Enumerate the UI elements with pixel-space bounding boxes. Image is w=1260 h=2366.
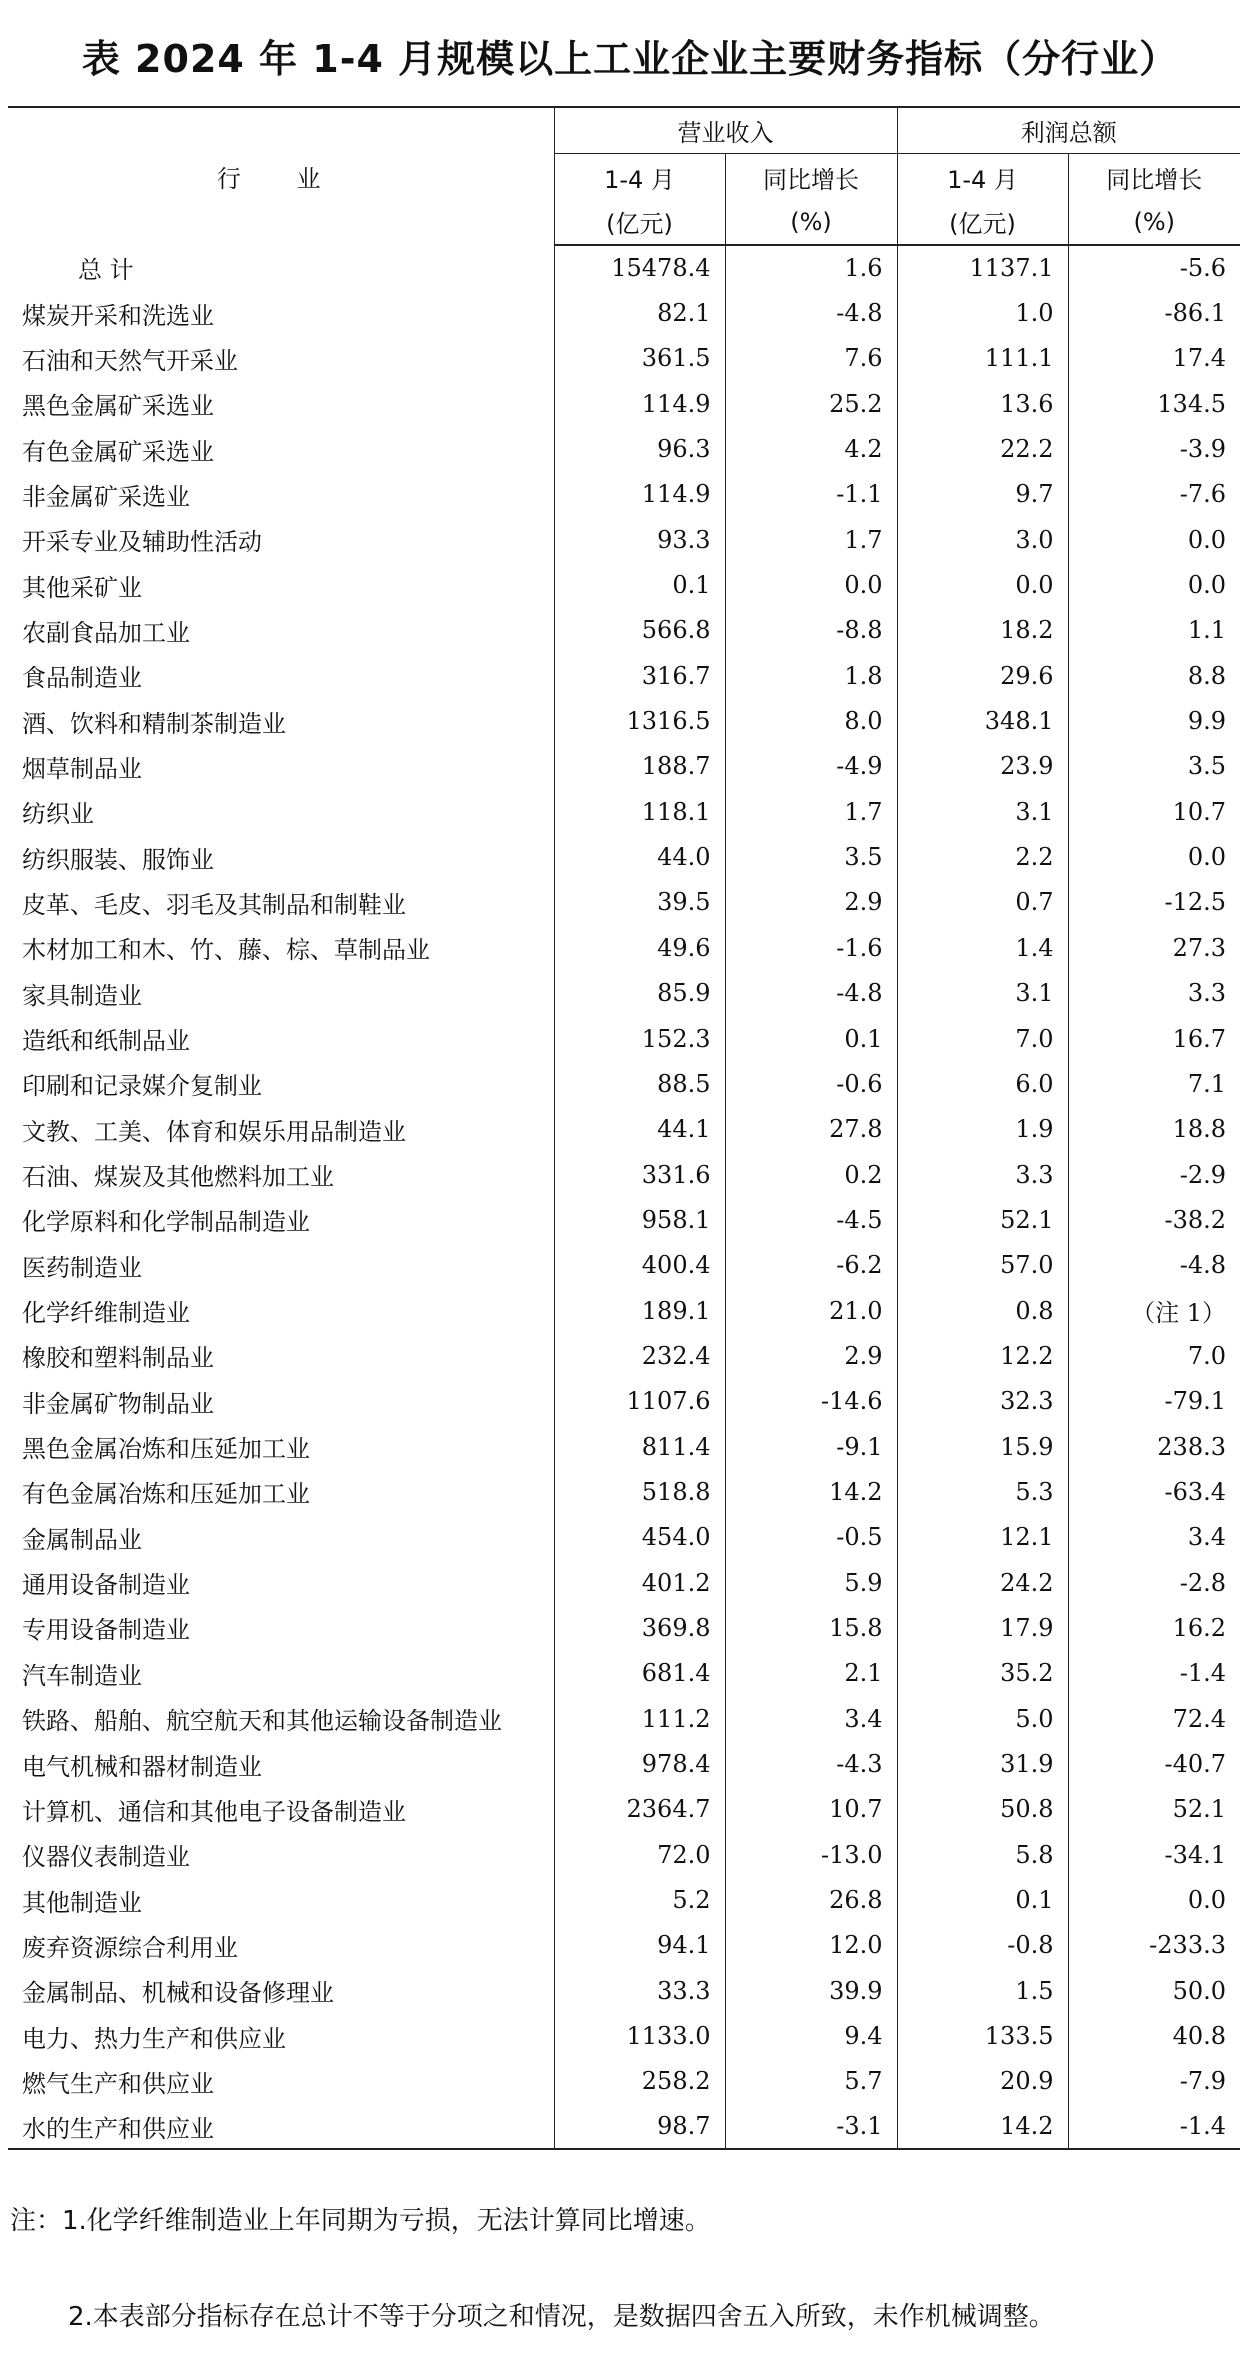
table-row [8,1560,1240,1605]
profit-value: 18.2 [897,608,1068,653]
industry-name: 酒、饮料和精制茶制造业 [8,698,554,743]
profit-yoy-value: （注 1） [1131,1299,1226,1328]
revenue-yoy-value: -3.1 [725,2104,897,2149]
revenue-yoy-value: 10.7 [725,1787,897,1832]
revenue-value: 958.1 [554,1197,725,1242]
revenue-yoy-value: -6.2 [725,1243,897,1288]
profit-yoy-value: 0.0 [1187,525,1226,554]
profit-yoy-value: 17.4 [1172,344,1226,373]
revenue-yoy-value: -4.9 [725,744,897,789]
industry-name: 非金属矿采选业 [8,472,554,517]
revenue-value: 2364.7 [554,1787,725,1832]
profit-value: 29.6 [897,653,1068,698]
revenue-yoy-value: -8.8 [725,608,897,653]
profit-yoy-value: -1.4 [1068,2104,1240,2149]
profit-yoy-value: 7.0 [1187,1341,1226,1370]
industry-name: 电力、热力生产和供应业 [8,2013,554,2058]
revenue-yoy-value: -14.6 [725,1379,897,1424]
revenue-value: 44.1 [554,1107,725,1152]
profit-yoy-value: 27.3 [1172,933,1226,962]
profit-value: 50.8 [897,1787,1068,1832]
revenue-value: 316.7 [554,653,725,698]
profit-yoy-value: 8.8 [1187,661,1226,690]
revenue-value: 33.3 [554,1968,725,2013]
table-row [8,608,1240,653]
revenue-yoy-value: 15.8 [725,1605,897,1650]
industry-name: 汽车制造业 [8,1651,554,1696]
revenue-yoy-value: 8.0 [725,698,897,743]
revenue-yoy-value: 3.5 [725,834,897,879]
revenue-value: 111.2 [554,1696,725,1741]
profit-amount-unit: (亿元) [897,199,1068,245]
profit-value: 22.2 [897,426,1068,471]
industry-name: 化学原料和化学制品制造业 [8,1197,554,1242]
profit-yoy-value: 0.0 [1187,1886,1226,1915]
total-profit-yoy: -5.6 [1179,254,1226,283]
table-row [8,1696,1240,1741]
revenue-yoy-value: 1.7 [725,517,897,562]
table-row [8,971,1240,1016]
profit-yoy-value: 72.4 [1172,1704,1226,1733]
profit-header: 利润总额 [897,107,1240,153]
profit-yoy-value: 3.4 [1187,1523,1226,1552]
table-row [8,1787,1240,1832]
profit-yoy-value: -3.9 [1179,435,1226,464]
profit-yoy-value: -12.5 [1164,888,1226,917]
revenue-value: 96.3 [554,426,725,471]
revenue-yoy-value: 12.0 [725,1923,897,1968]
table-row [8,1152,1240,1197]
profit-yoy-value: 52.1 [1172,1795,1226,1824]
profit-yoy-value: -79.1 [1164,1387,1226,1416]
revenue-value: 1107.6 [554,1379,725,1424]
profit-value: 23.9 [897,744,1068,789]
total-revenue: 15478.4 [554,245,725,290]
profit-value: 32.3 [897,1379,1068,1424]
profit-yoy-value: -38.2 [1164,1205,1226,1234]
revenue-yoy-value: 14.2 [725,1469,897,1514]
revenue-yoy-value: -9.1 [725,1424,897,1469]
profit-value: 1.0 [897,290,1068,335]
profit-yoy-value: -233.3 [1149,1931,1226,1960]
revenue-pct-unit: (%) [725,199,897,245]
profit-value: -0.8 [897,1923,1068,1968]
table-row [8,1923,1240,1968]
profit-yoy-value: -2.9 [1179,1160,1226,1189]
profit-pct-unit: (%) [1068,199,1240,245]
profit-value: 1.5 [897,1968,1068,2013]
revenue-value: 44.0 [554,834,725,879]
table-row [8,517,1240,562]
profit-yoy-value: -86.1 [1164,299,1226,328]
revenue-yoy-value: 21.0 [725,1288,897,1333]
profit-yoy-value: -63.4 [1164,1477,1226,1506]
industry-name: 纺织业 [8,789,554,834]
revenue-value: 152.3 [554,1016,725,1061]
industry-name: 通用设备制造业 [8,1560,554,1605]
industry-name: 黑色金属矿采选业 [8,381,554,426]
page-title: 表 2024 年 1-4 月规模以上工业企业主要财务指标（分行业） [81,37,1179,81]
revenue-yoy-value: 7.6 [725,336,897,381]
profit-value: 57.0 [897,1243,1068,1288]
profit-value: 3.3 [897,1152,1068,1197]
industry-name: 印刷和记录媒介复制业 [8,1061,554,1106]
revenue-value: 189.1 [554,1288,725,1333]
industry-name: 橡胶和塑料制品业 [8,1333,554,1378]
profit-yoy-value: 40.8 [1172,2022,1226,2051]
table-row [8,290,1240,335]
revenue-value: 369.8 [554,1605,725,1650]
revenue-yoy-value: 3.4 [725,1696,897,1741]
profit-yoy-value: -2.8 [1179,1568,1226,1597]
revenue-value: 98.7 [554,2104,725,2149]
profit-yoy-value: 9.9 [1187,707,1226,736]
industry-name: 其他采矿业 [8,562,554,607]
profit-value: 1.9 [897,1107,1068,1152]
revenue-yoy-value: 4.2 [725,426,897,471]
revenue-value: 681.4 [554,1651,725,1696]
profit-value: 17.9 [897,1605,1068,1650]
table-row [8,1016,1240,1061]
table-row [8,1243,1240,1288]
profit-yoy-value: -4.8 [1179,1251,1226,1280]
revenue-yoy-value: -13.0 [725,1832,897,1877]
revenue-yoy-value: 0.0 [725,562,897,607]
table-row [8,2104,1240,2149]
table-row [8,562,1240,607]
table-row [8,1469,1240,1514]
table-row [8,1741,1240,1786]
revenue-yoy-value: 9.4 [725,2013,897,2058]
industry-name: 有色金属矿采选业 [8,426,554,471]
profit-yoy-value: -7.6 [1179,480,1226,509]
revenue-yoy-value: -0.6 [725,1061,897,1106]
industry-name: 煤炭开采和洗选业 [8,290,554,335]
industry-name: 医药制造业 [8,1243,554,1288]
profit-yoy-value: 18.8 [1172,1115,1226,1144]
profit-value: 1.4 [897,925,1068,970]
table-row [8,1968,1240,2013]
profit-value: 12.2 [897,1333,1068,1378]
revenue-value: 114.9 [554,472,725,517]
table-row [8,1605,1240,1650]
profit-yoy-value: 10.7 [1172,797,1226,826]
profit-value: 24.2 [897,1560,1068,1605]
revenue-yoy-value: 0.1 [725,1016,897,1061]
industry-name: 文教、工美、体育和娱乐用品制造业 [8,1107,554,1152]
industry-name: 家具制造业 [8,971,554,1016]
industry-name: 化学纤维制造业 [8,1288,554,1333]
profit-value: 6.0 [897,1061,1068,1106]
profit-yoy-value: -7.9 [1179,2067,1226,2096]
table-row [8,472,1240,517]
revenue-value: 258.2 [554,2059,725,2104]
profit-yoy-value: 238.3 [1157,1432,1226,1461]
revenue-value: 0.1 [554,562,725,607]
profit-value: 5.3 [897,1469,1068,1514]
revenue-yoy-value: 1.8 [725,653,897,698]
revenue-value: 82.1 [554,290,725,335]
revenue-value: 232.4 [554,1333,725,1378]
profit-value: 12.1 [897,1515,1068,1560]
revenue-value: 88.5 [554,1061,725,1106]
table-row [8,1333,1240,1378]
industry-name: 铁路、船舶、航空航天和其他运输设备制造业 [8,1696,554,1741]
profit-value: 111.1 [897,336,1068,381]
table-row [8,1877,1240,1922]
table-row [8,698,1240,743]
revenue-value: 188.7 [554,744,725,789]
revenue-yoy-value: 2.9 [725,880,897,925]
revenue-yoy-value: 5.9 [725,1560,897,1605]
table-row [8,1424,1240,1469]
profit-value: 15.9 [897,1424,1068,1469]
table-row [8,1197,1240,1242]
revenue-value: 978.4 [554,1741,725,1786]
table-row [8,1061,1240,1106]
industry-name: 有色金属冶炼和压延加工业 [8,1469,554,1514]
revenue-value: 566.8 [554,608,725,653]
profit-yoy-value: 134.5 [1157,389,1226,418]
table-row [8,2059,1240,2104]
revenue-value: 94.1 [554,1923,725,1968]
profit-yoy-header: 同比增长 [1106,166,1203,195]
profit-value: 3.0 [897,517,1068,562]
profit-yoy-value: 16.2 [1172,1613,1226,1642]
revenue-value: 400.4 [554,1243,725,1288]
profit-value: 20.9 [897,2059,1068,2104]
profit-yoy-value: 16.7 [1172,1024,1226,1053]
revenue-value: 401.2 [554,1560,725,1605]
profit-value: 0.0 [897,562,1068,607]
table-row [8,653,1240,698]
industry-name: 开采专业及辅助性活动 [8,517,554,562]
revenue-yoy-value: 2.9 [725,1333,897,1378]
revenue-yoy-header: 同比增长 [725,153,897,199]
profit-yoy-value: 0.0 [1187,843,1226,872]
revenue-value: 454.0 [554,1515,725,1560]
revenue-yoy-value: 25.2 [725,381,897,426]
profit-value: 13.6 [897,381,1068,426]
profit-value: 133.5 [897,2013,1068,2058]
revenue-yoy-value: -4.8 [725,290,897,335]
revenue-value: 85.9 [554,971,725,1016]
table-row [8,1107,1240,1152]
revenue-yoy-value: 5.7 [725,2059,897,2104]
revenue-yoy-value: 2.1 [725,1651,897,1696]
industry-name: 其他制造业 [8,1877,554,1922]
profit-yoy-value: 3.5 [1187,752,1226,781]
industry-name: 电气机械和器材制造业 [8,1741,554,1786]
total-profit: 1137.1 [897,245,1068,290]
profit-yoy-value: -1.4 [1179,1659,1226,1688]
industry-name: 造纸和纸制品业 [8,1016,554,1061]
financial-indicators-table [8,106,1240,2150]
profit-yoy-value: -34.1 [1164,1840,1226,1869]
industry-name: 皮革、毛皮、羽毛及其制品和制鞋业 [8,880,554,925]
revenue-value: 361.5 [554,336,725,381]
industry-name: 农副食品加工业 [8,608,554,653]
table-body [8,245,1240,2149]
revenue-yoy-value: 1.7 [725,789,897,834]
profit-value: 5.0 [897,1696,1068,1741]
table-row [8,1288,1240,1333]
total-row [8,245,1240,290]
profit-value: 5.8 [897,1832,1068,1877]
profit-value: 52.1 [897,1197,1068,1242]
profit-yoy-value: 0.0 [1187,571,1226,600]
table-row [8,2013,1240,2058]
industry-name: 石油和天然气开采业 [8,336,554,381]
profit-value: 0.8 [897,1288,1068,1333]
table-row [8,336,1240,381]
profit-value: 2.2 [897,834,1068,879]
revenue-yoy-value: -1.1 [725,472,897,517]
revenue-value: 49.6 [554,925,725,970]
total-label: 总 计 [8,245,554,290]
table-row [8,381,1240,426]
industry-header: 行 业 [8,107,554,245]
table-row [8,1832,1240,1877]
revenue-value: 118.1 [554,789,725,834]
revenue-value: 811.4 [554,1424,725,1469]
industry-name: 非金属矿物制品业 [8,1379,554,1424]
profit-value: 3.1 [897,789,1068,834]
profit-period-header: 1-4 月 [897,153,1068,199]
revenue-value: 1316.5 [554,698,725,743]
industry-name: 烟草制品业 [8,744,554,789]
table-row [8,880,1240,925]
industry-name: 专用设备制造业 [8,1605,554,1650]
footnote-1: 注：1.化学纤维制造业上年同期为亏损，无法计算同比增速。 [10,2206,711,2236]
profit-value: 9.7 [897,472,1068,517]
industry-name: 石油、煤炭及其他燃料加工业 [8,1152,554,1197]
revenue-amount-unit: (亿元) [554,199,725,245]
revenue-header: 营业收入 [554,107,897,153]
revenue-yoy-value: 0.2 [725,1152,897,1197]
table-row [8,744,1240,789]
total-revenue-yoy: 1.6 [725,245,897,290]
footnote-2: 2.本表部分指标存在总计不等于分项之和情况，是数据四舍五入所致，未作机械调整。 [68,2302,1055,2332]
table-row [8,1651,1240,1696]
table-row [8,426,1240,471]
revenue-yoy-value: -4.5 [725,1197,897,1242]
revenue-yoy-value: 26.8 [725,1877,897,1922]
revenue-value: 114.9 [554,381,725,426]
revenue-yoy-value: -1.6 [725,925,897,970]
revenue-value: 93.3 [554,517,725,562]
revenue-period-header: 1-4 月 [554,153,725,199]
revenue-value: 518.8 [554,1469,725,1514]
table-row [8,834,1240,879]
industry-name: 计算机、通信和其他电子设备制造业 [8,1787,554,1832]
profit-value: 0.7 [897,880,1068,925]
profit-value: 0.1 [897,1877,1068,1922]
profit-value: 3.1 [897,971,1068,1016]
profit-yoy-value: 3.3 [1187,979,1226,1008]
profit-yoy-value: 7.1 [1187,1069,1226,1098]
industry-name: 金属制品、机械和设备修理业 [8,1968,554,2013]
revenue-value: 39.5 [554,880,725,925]
revenue-value: 5.2 [554,1877,725,1922]
profit-value: 14.2 [897,2104,1068,2149]
industry-name: 废弃资源综合利用业 [8,1923,554,1968]
profit-yoy-value: -40.7 [1164,1750,1226,1779]
industry-name: 燃气生产和供应业 [8,2059,554,2104]
table-row [8,789,1240,834]
table-row [8,1515,1240,1560]
profit-value: 35.2 [897,1651,1068,1696]
revenue-value: 1133.0 [554,2013,725,2058]
profit-yoy-value: 1.1 [1187,616,1226,645]
industry-name: 木材加工和木、竹、藤、棕、草制品业 [8,925,554,970]
revenue-yoy-value: 27.8 [725,1107,897,1152]
profit-value: 348.1 [897,698,1068,743]
industry-name: 黑色金属冶炼和压延加工业 [8,1424,554,1469]
revenue-yoy-value: -4.3 [725,1741,897,1786]
table-row [8,925,1240,970]
profit-yoy-value: 50.0 [1172,1976,1226,2005]
revenue-yoy-value: -0.5 [725,1515,897,1560]
industry-name: 水的生产和供应业 [8,2104,554,2149]
revenue-yoy-value: 39.9 [725,1968,897,2013]
profit-value: 7.0 [897,1016,1068,1061]
table-header [8,107,1240,245]
revenue-value: 331.6 [554,1152,725,1197]
revenue-value: 72.0 [554,1832,725,1877]
profit-value: 31.9 [897,1741,1068,1786]
industry-name: 金属制品业 [8,1515,554,1560]
industry-name: 仪器仪表制造业 [8,1832,554,1877]
industry-name: 食品制造业 [8,653,554,698]
industry-name: 纺织服装、服饰业 [8,834,554,879]
revenue-yoy-value: -4.8 [725,971,897,1016]
table-row [8,1379,1240,1424]
